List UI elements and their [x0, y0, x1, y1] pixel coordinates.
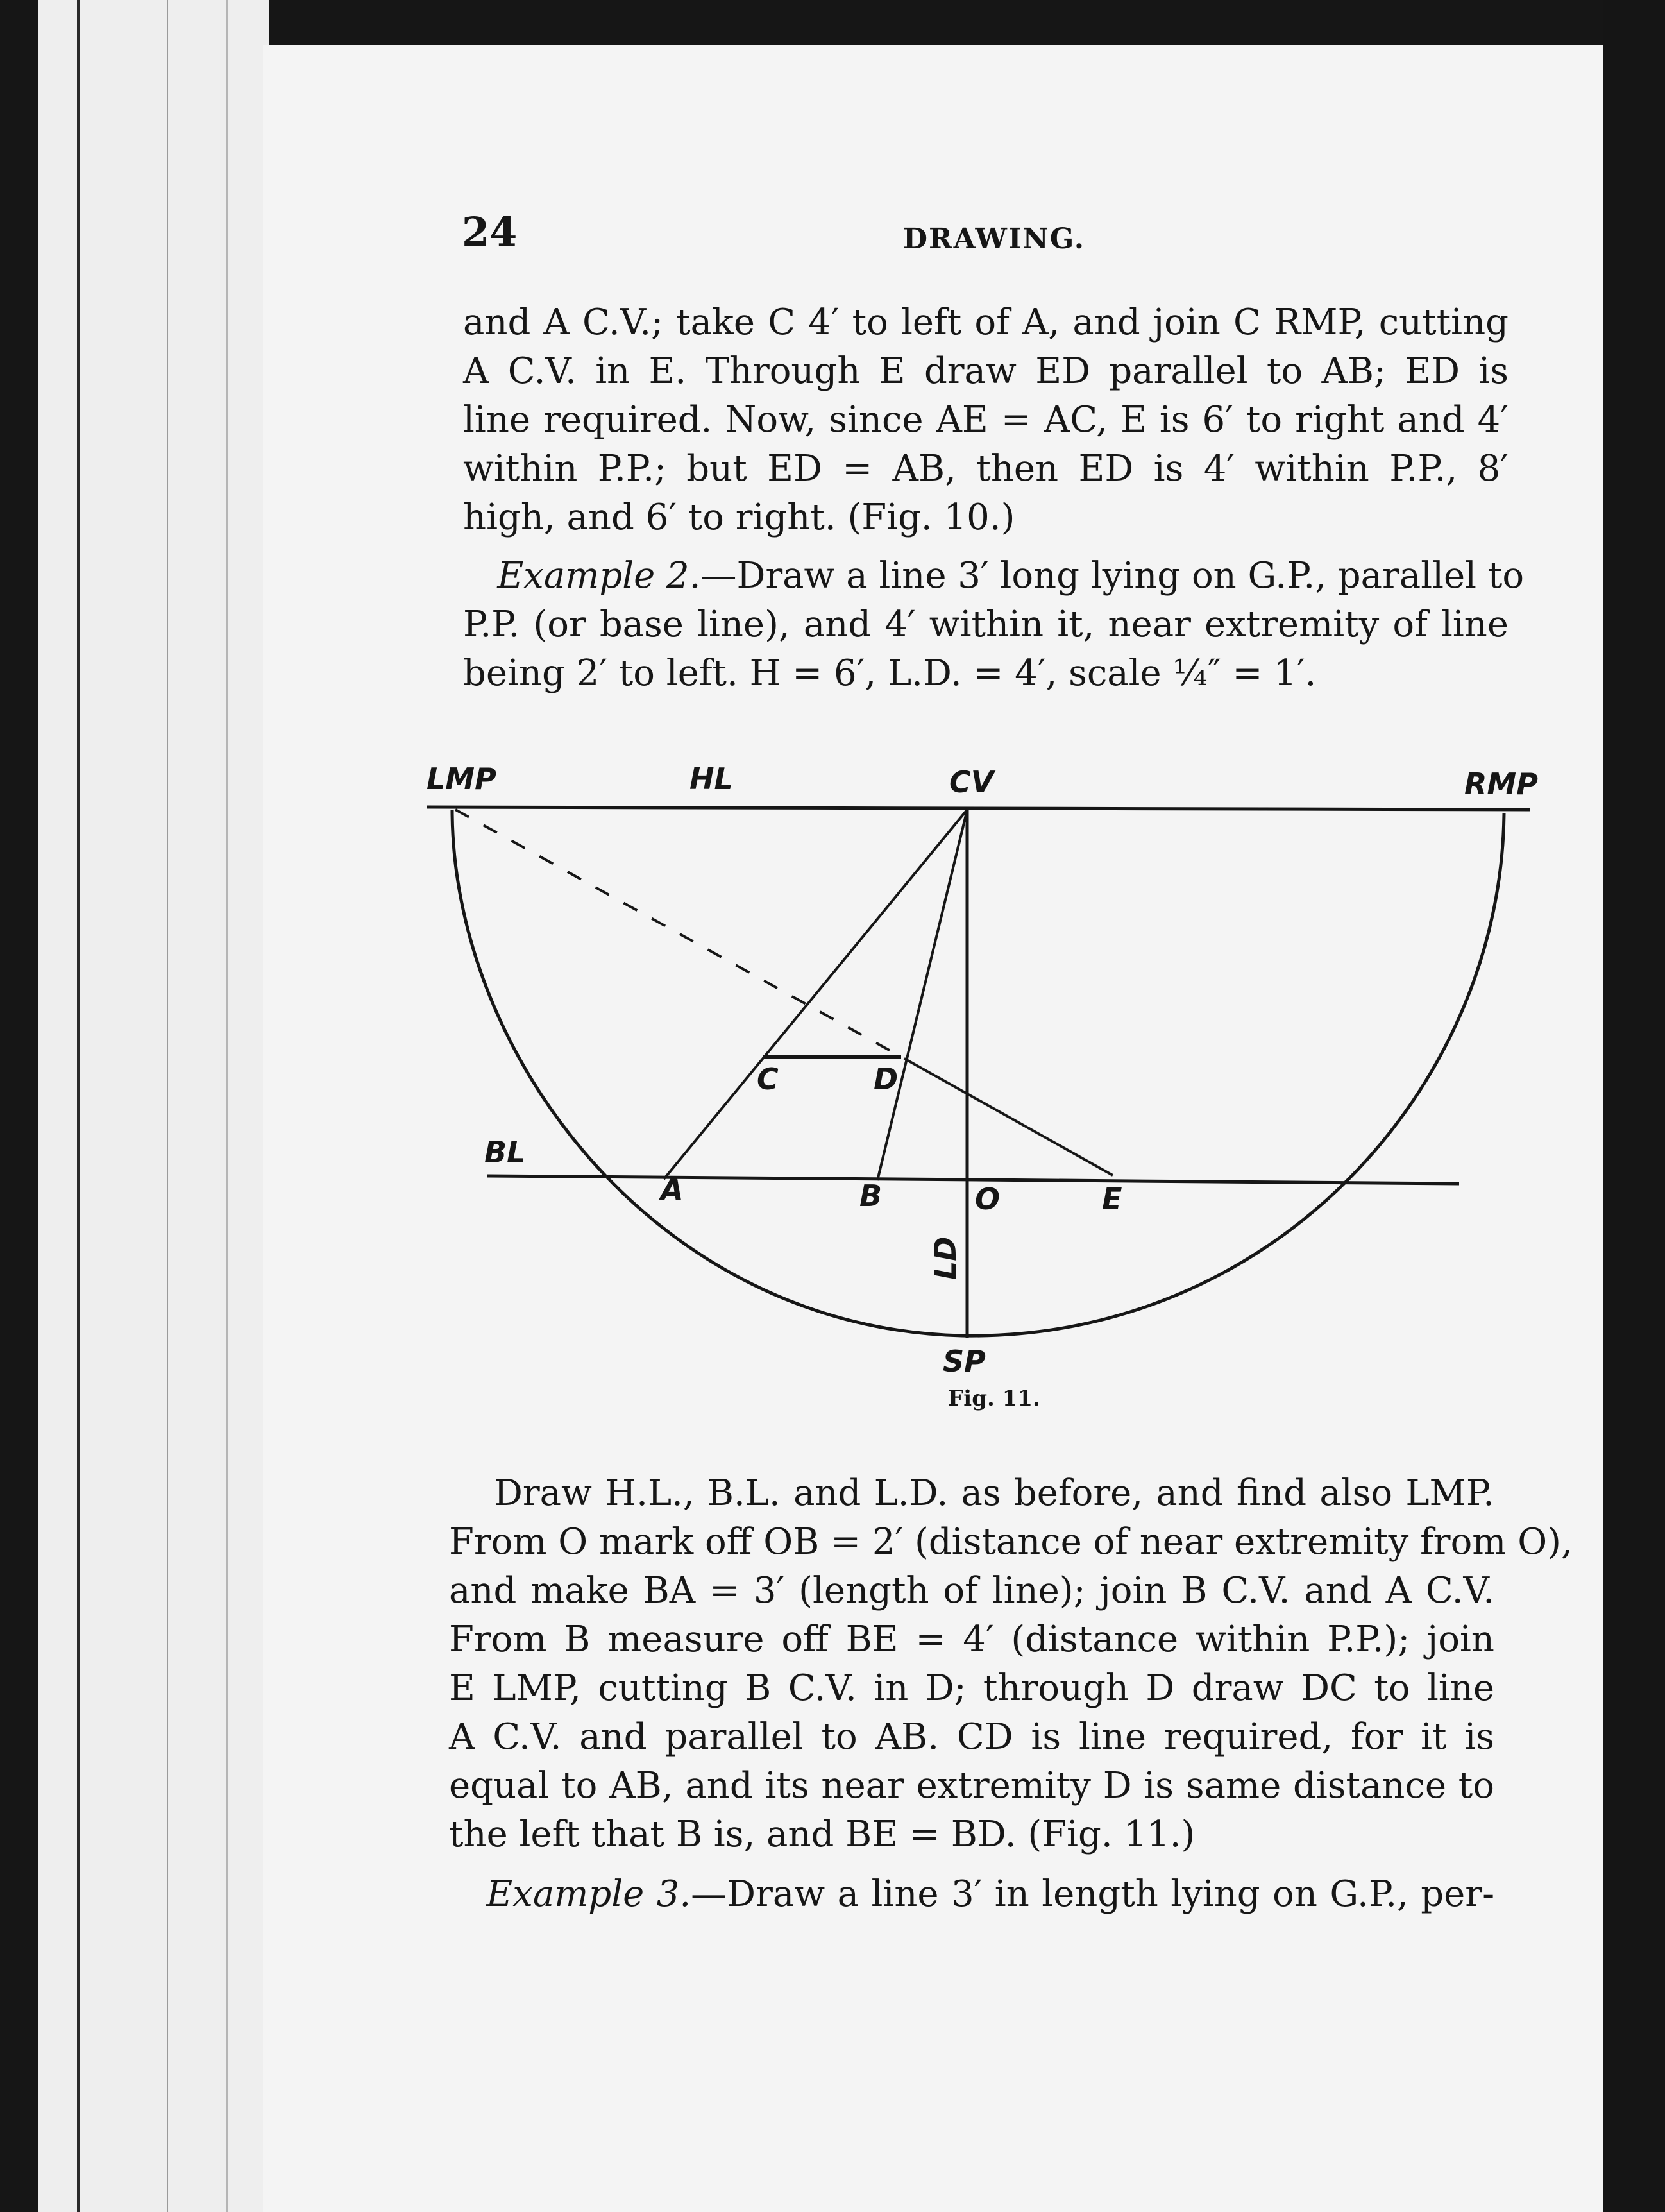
text-line: and make BA = 3′ (length of line); join B C.V. and A C.V.: [449, 1570, 1494, 1612]
example-label: Example 3.: [486, 1873, 691, 1915]
horizon-line: [427, 807, 1530, 810]
text-line: E LMP, cutting B C.V. in D; through D draw DC to line: [449, 1667, 1494, 1709]
base-line: [487, 1176, 1459, 1184]
label-cv: CV: [949, 765, 994, 799]
text-line: the left that B is, and BE = BD. (Fig. 11.): [449, 1814, 1196, 1855]
paragraph-explanation: [449, 1469, 1573, 1859]
text-line: A C.V. in E. Through E draw ED parallel to AB; ED is: [463, 350, 1509, 392]
label-b: B: [859, 1178, 883, 1213]
line-d-e: [904, 1059, 1113, 1175]
measuring-arc: [452, 810, 1504, 1336]
text-line: Draw H.L., B.L. and L.D. as before, and find also LMP.: [494, 1472, 1494, 1514]
text-line: line required. Now, since AE = AC, E is 6′ to right and 4′: [463, 399, 1509, 441]
label-o: O: [975, 1182, 1001, 1216]
example-label: Example 2.: [497, 555, 701, 597]
label-ld: LD: [928, 1236, 963, 1280]
label-hl: HL: [689, 761, 733, 796]
text-line: P.P. (or base line), and 4′ within it, near extremity of line: [463, 604, 1509, 645]
label-bl: BL: [484, 1135, 526, 1170]
label-c: C: [757, 1062, 779, 1096]
running-head: DRAWING.: [902, 223, 1086, 255]
label-rmp: RMP: [1464, 767, 1538, 801]
label-e: E: [1102, 1182, 1122, 1216]
label-a: A: [661, 1172, 684, 1207]
figure-caption: Fig. 11.: [948, 1386, 1040, 1411]
text-line: From B measure off BE = 4′ (distance within P.P.); join: [449, 1619, 1494, 1660]
label-sp: SP: [943, 1344, 986, 1379]
text-line: high, and 6′ to right. (Fig. 10.): [463, 497, 1015, 538]
text-line: being 2′ to left. H = 6′, L.D. = 4′, scale ¼″ = 1′.: [463, 652, 1317, 694]
line-lmp-d-dashed: [455, 810, 904, 1059]
label-lmp: LMP: [427, 761, 496, 796]
text-line: [449, 1870, 1494, 1919]
text-line: within P.P.; but ED = AB, then ED is 4′ within P.P., 8′: [463, 448, 1509, 489]
text-line: A C.V. and parallel to AB. CD is line required, for it is: [449, 1716, 1494, 1758]
text-line: and A C.V.; take C 4′ to left of A, and join C RMP, cutting: [463, 302, 1509, 343]
label-d: D: [874, 1062, 899, 1096]
page-number: 24: [462, 208, 518, 255]
paragraph-example-3: [449, 1870, 1494, 1919]
example-text: —Draw a line 3′ long lying on G.P., parallel to: [700, 555, 1525, 597]
text-line: From O mark off OB = 2′ (distance of near extremity from O),: [449, 1521, 1573, 1563]
text-line: equal to AB, and its near extremity D is same distance to: [449, 1765, 1494, 1807]
example-text: —Draw a line 3′ in length lying on G.P., per-: [691, 1873, 1494, 1915]
